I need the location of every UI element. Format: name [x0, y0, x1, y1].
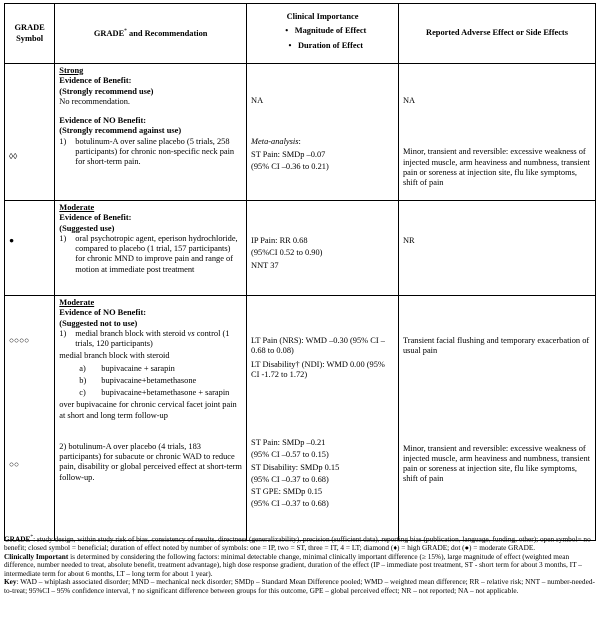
- adverse-effects-cell: Transient facial flushing and temporary exacerbation of usual pain Minor, transient and reversible: excessive weakness of injected muscle, arm heaviness and numbness, transient pain or soreness at injection site, flu like symptoms, shift of pain: [398, 296, 595, 541]
- header-clinical-importance: Clinical Importance • Magnitude of Effect • Duration of Effect: [247, 4, 399, 64]
- adverse-effects-cell: NR: [398, 201, 595, 296]
- grade-level-label: Moderate: [59, 203, 95, 212]
- recommendation-cell: Moderate Evidence of NO Benefit: (Suggested not to use) 1) medial branch block with steroid vs control (1 trials, 120 participants) medial branch block with steroid a) bupivacaine + sarapin b) bupivacaine+betamethasone c) bupivacaine+betamethasone + sarapin over bupivacaine for chronic cervical facet joint pain at short and long term follow-up 2) botulinum-A over placebo (4 trials, 183 participants) for subacute or chronic WAD to reduce pain, disability or global perceived effect at short-term follow-up.: [55, 296, 247, 541]
- open-circle-symbol-lt: ○○○○: [9, 336, 30, 345]
- grade-level-label: Moderate: [59, 298, 95, 307]
- header-grade-recommendation: GRADE* and Recommendation: [55, 4, 247, 64]
- list-item: 1) botulinum-A over saline placebo (5 trials, 258 participants) for chronic non-specific neck pain for short-term pain.: [59, 136, 235, 166]
- header-grade-symbol: GRADE Symbol: [5, 4, 55, 64]
- footnote-key: Key: WAD – whiplash associated disorder; MND – mechanical neck disorder; SMDp – Standard Mean Difference pooled; WMD – weighted mean difference; RR – relative risk; NNT – number-needed-to-treat; 95%CI – 95% confidence interval, † no significant difference between groups for this outcome, GPE – global perceived effect; NR – not reported; NA – not applicable.: [4, 577, 595, 596]
- recommendation-cell: Moderate Evidence of Benefit: (Suggested use) 1) oral psychotropic agent, eperison hydrochloride, compared to placebo (1 trial, 157 participants) for chronic MND to improve pain and range of motion at immediate post treatment: [55, 201, 247, 296]
- recommendation-cell: Strong Evidence of Benefit: (Strongly recommend use) No recommendation. Evidence of NO Benefit: (Strongly recommend against use) 1) botulinum-A over saline placebo (5 trials, 258 participants) for chronic non-specific neck pain for short-term pain.: [55, 64, 247, 201]
- table-row: [5, 296, 596, 541]
- grade-level-label: Strong: [59, 66, 84, 75]
- list-item: 2) botulinum-A over placebo (4 trials, 183 participants) for subacute or chronic WAD to reduce pain, disability or global perceived effect at short-term follow-up.: [59, 441, 242, 482]
- dot-symbol: ●: [9, 236, 15, 245]
- table-row: [5, 201, 596, 296]
- sub-list-item: c) bupivacaine+betamethasone + sarapin: [79, 388, 230, 397]
- adverse-effects-cell: NA Minor, transient and reversible: excessive weakness of injected muscle, arm heaviness and numbness, transient pain or soreness at injection site, flu like symptoms, shift of pain: [398, 64, 595, 201]
- header-duration-item: • Duration of Effect: [251, 41, 394, 51]
- sub-list-item: a) bupivacaine + sarapin: [79, 363, 175, 373]
- clinical-importance-cell: LT Pain (NRS): WMD –0.30 (95% CI –0.68 to 0.08) LT Disability† (NDI): WMD 0.00 (95% CI -1.72 to 1.72) ST Pain: SMDp –0.21 (95% CI –0.57 to 0.15) ST Disability: SMDp 0.15 (95% CI –0.37 to 0.68) ST GPE: SMDp 0.15 (95% CI –0.37 to 0.68): [247, 296, 399, 541]
- grade-table: [4, 3, 596, 541]
- footnote-grade: GRADE*: study design, within study risk of bias, consistency of results, directness (generalizability), precision (sufficient data), reporting bias (publication, language, funding, other); open symbol= no benefit; closed symbol = beneficial; duration of effect noted by number of symbols: one = IP, two = ST, three = IT, 4 = LT; diamond (♦) = high GRADE; dot (●) = moderate GRADE.: [4, 534, 591, 553]
- footnote-clinical-importance: Clinically Important is determined by considering the following factors: minimal detectable change, minimal clinically important difference (≥ 15%), large magnitude of effect (weighted mean difference, number needed to treat, absolute benefit, treatment advantage), high dose response gradient, duration of the effect (IP – immediate post treatment, ST - short term for about 3 months, IT – intermediate term for about 6 months, LT – long term for about 1 year).: [4, 551, 582, 578]
- header-adverse-effects: Reported Adverse Effect or Side Effects: [398, 4, 595, 64]
- open-circle-symbol-st: ○○: [9, 460, 20, 470]
- grade-symbol-cell: [5, 64, 55, 201]
- clinical-importance-cell: IP Pain: RR 0.68 (95%CI 0.52 to 0.90) NNT 37: [247, 201, 399, 296]
- table-header-row: [5, 4, 596, 64]
- table-footnotes: [4, 534, 596, 596]
- sub-list-item: b) bupivacaine+betamethasone: [79, 375, 197, 385]
- grade-symbol-cell: [5, 296, 55, 541]
- grade-symbol-cell: [5, 201, 55, 296]
- table-row: [5, 64, 596, 201]
- list-item: 1) oral psychotropic agent, eperison hydrochloride, compared to placebo (1 trial, 157 participants) for chronic MND to improve pain and range of motion at immediate post treatment: [59, 233, 238, 274]
- list-item: 1) medial branch block with steroid vs control (1 trials, 120 participants): [59, 328, 230, 348]
- diamond-symbol: ◊◊: [9, 152, 18, 161]
- clinical-importance-cell: NA Meta-analysis: ST Pain: SMDp –0.07 (95% CI –0.36 to 0.21): [247, 64, 399, 201]
- header-magnitude-item: • Magnitude of Effect: [251, 26, 394, 36]
